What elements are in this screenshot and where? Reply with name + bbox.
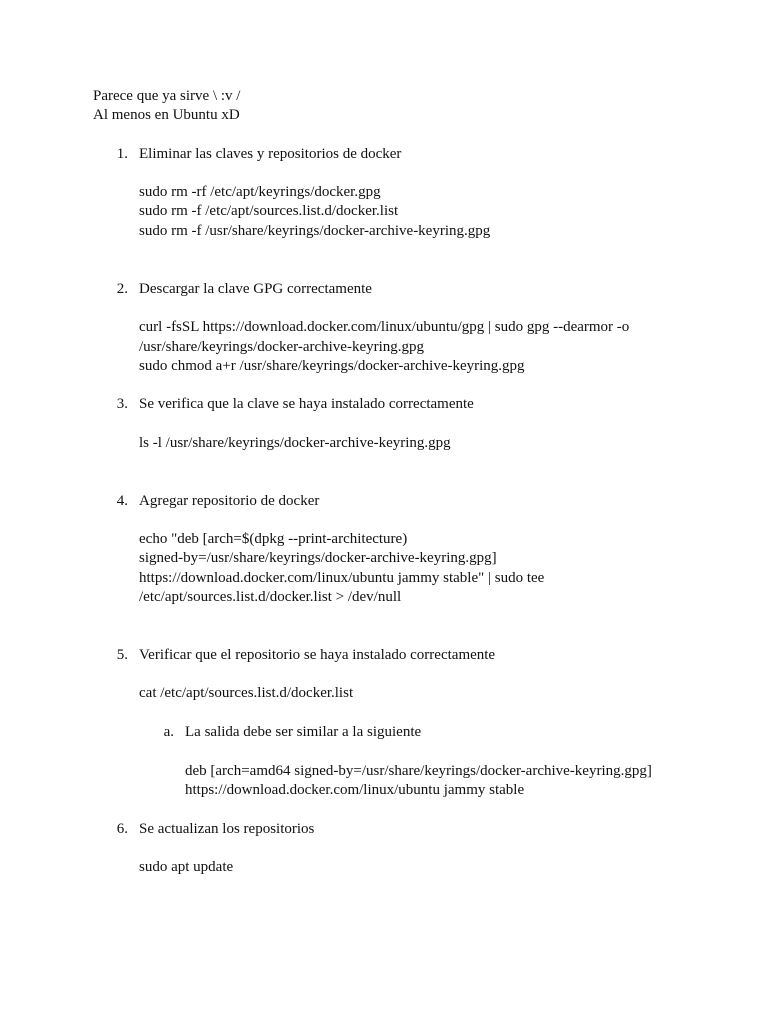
substep-a-code-line: deb [arch=amd64 signed-by=/usr/share/keyrings/docker-archive-keyring.gpg] bbox=[185, 763, 652, 779]
step-1-number: 1. bbox=[116, 146, 128, 162]
step-3-title: Se verifica que la clave se haya instalado correctamente bbox=[139, 396, 474, 412]
intro-line-2: Al menos en Ubuntu xD bbox=[93, 107, 240, 123]
step-2-number: 2. bbox=[116, 281, 128, 297]
step-2-code-line: /usr/share/keyrings/docker-archive-keyring.gpg bbox=[139, 339, 425, 355]
step-2-code-line: sudo chmod a+r /usr/share/keyrings/docker-archive-keyring.gpg bbox=[139, 358, 525, 374]
step-6-title: Se actualizan los repositorios bbox=[139, 821, 315, 837]
step-1-code-line: sudo rm -f /usr/share/keyrings/docker-archive-keyring.gpg bbox=[139, 223, 491, 239]
step-6-number: 6. bbox=[116, 821, 128, 837]
step-4-title: Agregar repositorio de docker bbox=[139, 493, 320, 509]
step-3-number: 3. bbox=[116, 396, 128, 412]
step-4-number: 4. bbox=[116, 493, 128, 509]
step-4-code-line: https://download.docker.com/linux/ubuntu jammy stable" | sudo tee bbox=[139, 570, 545, 586]
step-4-code-line: signed-by=/usr/share/keyrings/docker-archive-keyring.gpg] bbox=[139, 550, 497, 566]
step-5-title: Verificar que el repositorio se haya instalado correctamente bbox=[139, 647, 496, 663]
step-6-code-line: sudo apt update bbox=[139, 859, 234, 875]
step-2-code-line: curl -fsSL https://download.docker.com/linux/ubuntu/gpg | sudo gpg --dearmor -o bbox=[139, 319, 630, 335]
step-4-code-line: /etc/apt/sources.list.d/docker.list > /dev/null bbox=[139, 589, 402, 605]
intro-line-1: Parece que ya sirve \ :v / bbox=[93, 88, 241, 104]
step-5-code-line: cat /etc/apt/sources.list.d/docker.list bbox=[139, 685, 354, 701]
step-1-code-line: sudo rm -f /etc/apt/sources.list.d/docker.list bbox=[139, 203, 399, 219]
step-4-code-line: echo "deb [arch=$(dpkg --print-architecture) bbox=[139, 531, 408, 547]
step-3-code-line: ls -l /usr/share/keyrings/docker-archive-keyring.gpg bbox=[139, 435, 451, 451]
step-1-code-line: sudo rm -rf /etc/apt/keyrings/docker.gpg bbox=[139, 184, 381, 200]
substep-a-letter: a. bbox=[163, 724, 174, 740]
step-2-title: Descargar la clave GPG correctamente bbox=[139, 281, 372, 297]
step-1-title: Eliminar las claves y repositorios de docker bbox=[139, 146, 402, 162]
step-5-number: 5. bbox=[116, 647, 128, 663]
substep-a-title: La salida debe ser similar a la siguiente bbox=[185, 724, 422, 740]
substep-a-code-line: https://download.docker.com/linux/ubuntu jammy stable bbox=[185, 782, 525, 798]
